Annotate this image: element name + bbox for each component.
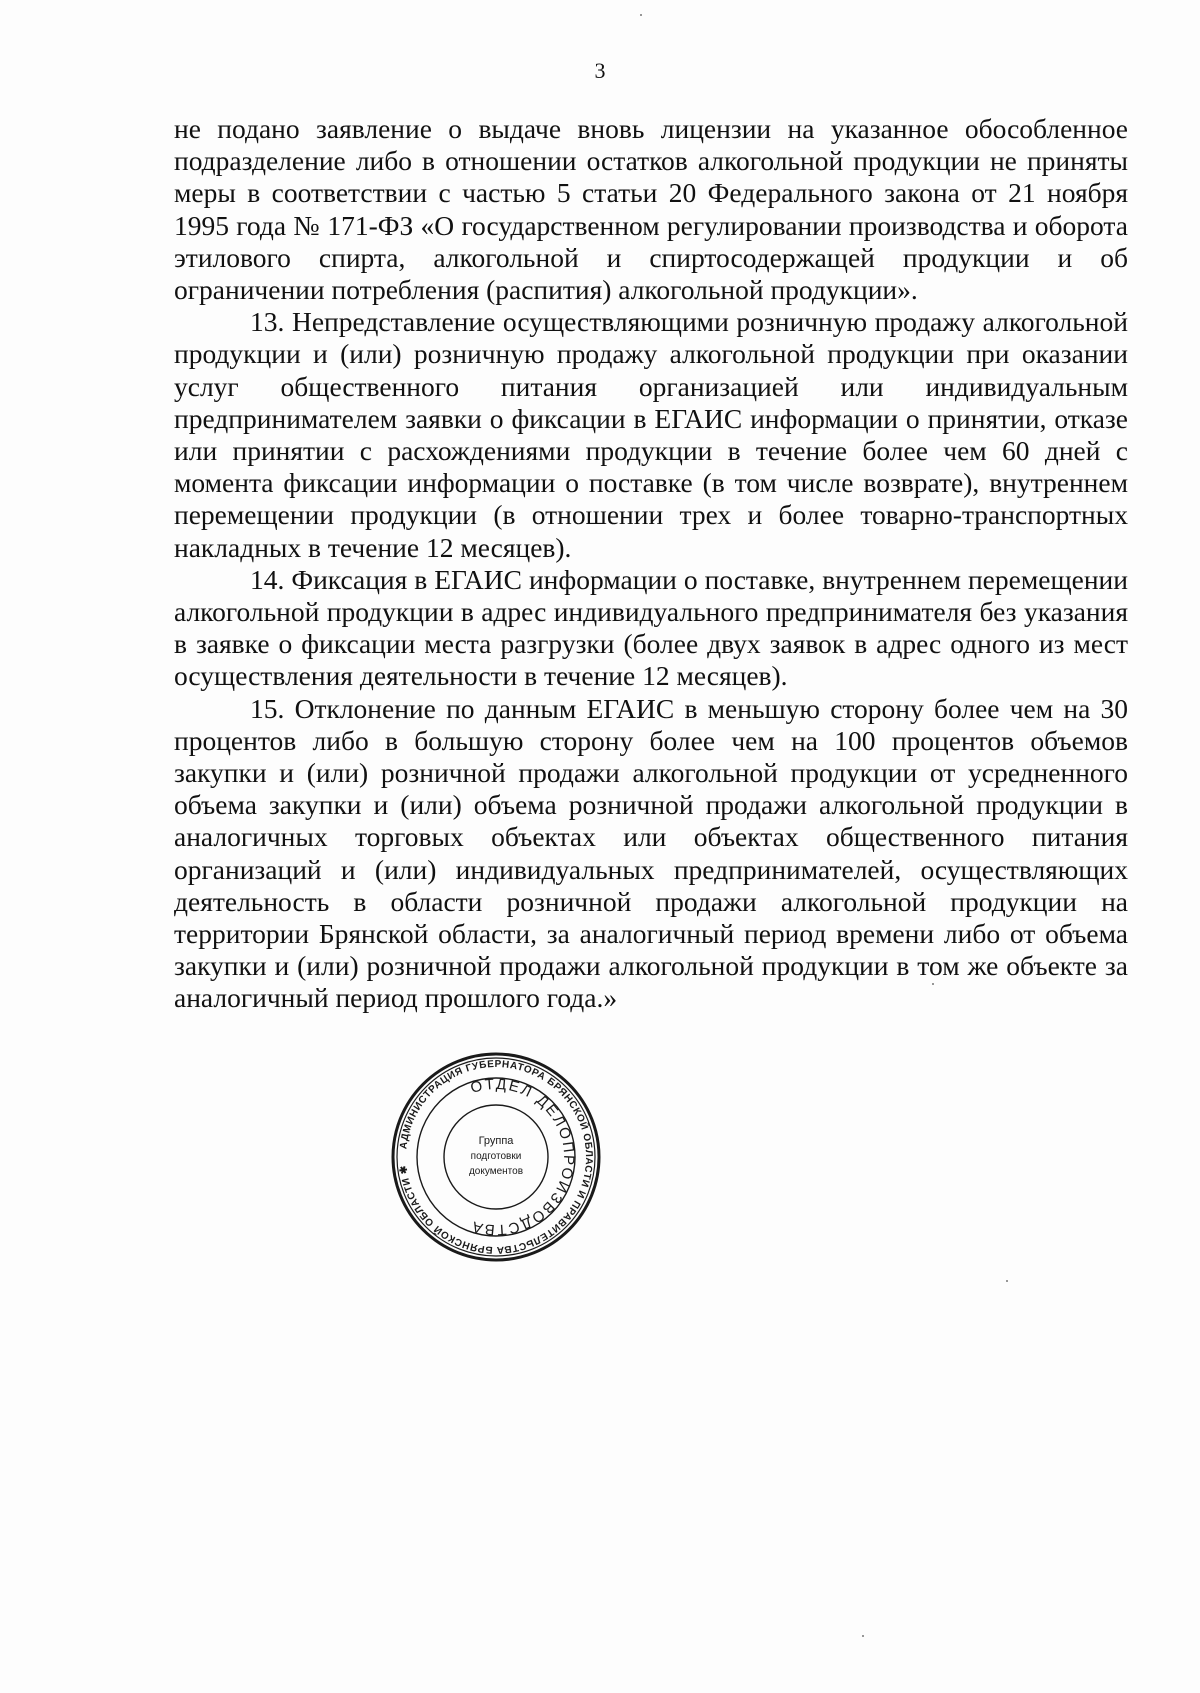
paragraph-item-14: 14. Фиксация в ЕГАИС информации о поставке, внутреннем перемещении алкогольной продукции в адрес индивидуального предпринимателя без указания в заявке о фиксации места разгрузки (более двух заявок в адрес одного из мест осуществления деятельности в течение 12 месяцев). <box>174 563 1128 692</box>
scan-speck <box>862 1635 864 1637</box>
stamp-center-line-1: Группа <box>478 1135 514 1147</box>
scan-speck <box>932 983 934 985</box>
stamp-center-line-3: документов <box>468 1166 524 1177</box>
scan-speck <box>1006 1280 1008 1282</box>
stamp-seal-icon <box>391 1052 601 1262</box>
official-stamp <box>391 1052 601 1262</box>
stamp-center-line-2: подготовки <box>470 1151 522 1162</box>
stamp-middle-text: ОТДЕЛ ДЕЛОПРОИЗВОДСТВА <box>468 1075 578 1239</box>
paragraph-item-13: 13. Непредставление осуществляющими розничную продажу алкогольной продукции и (или) розничную продажу алкогольной продукции при оказании услуг общественного питания организацией или индивидуальным предпринимателем заявки о фиксации в ЕГАИС информации о принятии, отказе или принятии с расхождениями продукции в течение более чем 60 дней с момента фиксации информации о поставке (в том числе возврате), внутреннем перемещении продукции (в отношении трех и более товарно-транспортных накладных в течение 12 месяцев). <box>174 306 1128 563</box>
page-number: 3 <box>594 58 606 83</box>
document-body <box>174 113 1128 1015</box>
scan-speck <box>640 14 642 16</box>
stamp-outer-text: АДМИНИСТРАЦИЯ ГУБЕРНАТОРА БРЯНСКОЙ ОБЛАСТИ И ПРАВИТЕЛЬСТВА БРЯНСКОЙ ОБЛАСТИ ✱ <box>398 1058 595 1256</box>
paragraph-continuation: не подано заявление о выдаче вновь лицензии на указанное обособленное подразделение либо в отношении остатков алкогольной продукции не приняты меры в соответствии с частью 5 статьи 20 Федерального закона от 21 ноября 1995 года № 171-ФЗ «О государственном регулировании производства и оборота этилового спирта, алкогольной и спиртосодержащей продукции и об ограничении потребления (распития) алкогольной продукции». <box>174 113 1128 306</box>
paragraph-item-15: 15. Отклонение по данным ЕГАИС в меньшую сторону более чем на 30 процентов либо в большую сторону более чем на 100 процентов объемов закупки и (или) розничной продажи алкогольной продукции от усредненного объема закупки и (или) объема розничной продажи алкогольной продукции в аналогичных торговых объектах или объектах общественного питания организаций и (или) индивидуальных предпринимателей, осуществляющих деятельность в области розничной продажи алкогольной продукции на территории Брянской области, за аналогичный период времени либо от объема закупки и (или) розничной продажи алкогольной продукции в том же объекте за аналогичный период прошлого года.» <box>174 692 1128 1014</box>
